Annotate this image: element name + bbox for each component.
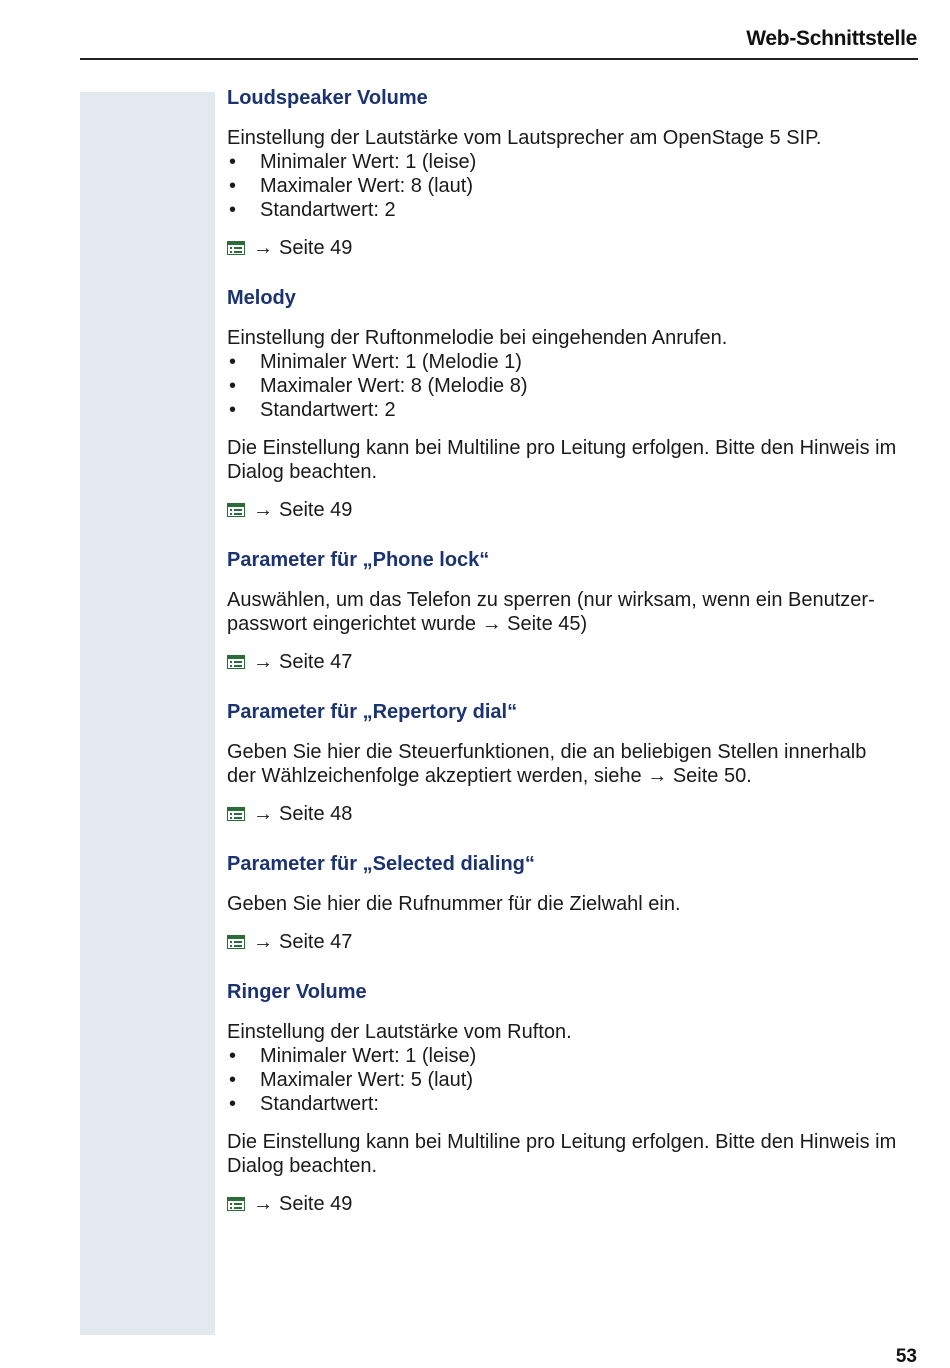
section-description: Geben Sie hier die Rufnummer für die Zielwahl ein.: [227, 893, 681, 915]
list-window-icon: [227, 241, 245, 255]
right-arrow-icon: →: [253, 237, 273, 259]
section-description: Auswählen, um das Telefon zu sperren (nur wirksam, wenn ein Benutzer- passwort eingerichtet wurde → Seite 45): [227, 589, 875, 635]
page-reference-link[interactable]: Seite 47: [279, 651, 353, 673]
value-list: [227, 1044, 927, 1116]
right-arrow-icon: →: [253, 651, 273, 673]
section-description: Einstellung der Lautstärke vom Rufton.: [227, 1021, 572, 1043]
right-arrow-icon: →: [253, 803, 273, 825]
list-item: • Maximaler Wert: 5 (laut): [229, 1069, 474, 1091]
list-item: • Minimaler Wert: 1 (Melodie 1): [229, 351, 522, 373]
section-heading: Parameter für „Selected dialing“: [227, 853, 535, 875]
section-melody: [227, 286, 927, 522]
page-reference: [227, 498, 927, 522]
section-description: Geben Sie hier die Steuerfunktionen, die an beliebigen Stellen innerhalb der Wählzeichenfolge akzeptiert werden, siehe → Seite 50.: [227, 741, 867, 787]
list-item: • Minimaler Wert: 1 (leise): [229, 151, 477, 173]
right-arrow-icon: →: [253, 1193, 273, 1215]
page-reference: [227, 236, 927, 260]
value-list: [227, 350, 927, 422]
inline-page-reference[interactable]: Seite 50.: [672, 765, 752, 787]
list-item: • Maximaler Wert: 8 (Melodie 8): [229, 375, 528, 397]
value-list: [227, 150, 927, 222]
page-reference: [227, 650, 927, 674]
inline-page-reference[interactable]: Seite 45): [507, 613, 588, 635]
section-phone-lock: [227, 548, 927, 674]
section-heading: Parameter für „Repertory dial“: [227, 701, 518, 723]
running-header: Web-Schnittstelle: [746, 27, 917, 50]
page-reference-link[interactable]: Seite 47: [279, 931, 353, 953]
right-arrow-icon: →: [253, 499, 273, 521]
right-arrow-icon: →: [481, 613, 502, 635]
right-arrow-icon: →: [647, 765, 668, 787]
list-item: • Standartwert: 2: [229, 399, 396, 421]
section-loudspeaker-volume: [227, 86, 927, 260]
section-selected-dialing: [227, 852, 927, 954]
page-reference-link[interactable]: Seite 49: [279, 237, 353, 259]
list-window-icon: [227, 655, 245, 669]
page-reference-link[interactable]: Seite 48: [279, 803, 353, 825]
list-item: • Maximaler Wert: 8 (laut): [229, 175, 474, 197]
section-ringer-volume: [227, 980, 927, 1216]
section-description: Einstellung der Ruftonmelodie bei eingehenden Anrufen.: [227, 327, 728, 349]
section-note: Die Einstellung kann bei Multiline pro Leitung erfolgen. Bitte den Hinweis im Dialog beachten.: [227, 437, 897, 483]
page-reference: [227, 1192, 927, 1216]
header-divider: [80, 58, 918, 60]
section-heading: Melody: [227, 287, 296, 309]
page-reference: [227, 802, 927, 826]
section-repertory-dial: [227, 700, 927, 826]
section-note: Die Einstellung kann bei Multiline pro Leitung erfolgen. Bitte den Hinweis im Dialog beachten.: [227, 1131, 897, 1177]
list-item: • Standartwert: 2: [229, 199, 396, 221]
page-number: 53: [895, 1346, 917, 1367]
margin-bar: [80, 92, 215, 1335]
document-body: [227, 86, 927, 1216]
page-reference-link[interactable]: Seite 49: [279, 1193, 353, 1215]
page-reference-link[interactable]: Seite 49: [279, 499, 353, 521]
list-item: • Standartwert:: [229, 1093, 379, 1115]
right-arrow-icon: →: [253, 931, 273, 953]
section-description: Einstellung der Lautstärke vom Lautsprecher am OpenStage 5 SIP.: [227, 127, 822, 149]
list-item: • Minimaler Wert: 1 (leise): [229, 1045, 477, 1067]
section-heading: Loudspeaker Volume: [227, 87, 428, 109]
list-window-icon: [227, 1197, 245, 1211]
list-window-icon: [227, 935, 245, 949]
list-window-icon: [227, 503, 245, 517]
section-heading: Parameter für „Phone lock“: [227, 549, 490, 571]
page-reference: [227, 930, 927, 954]
section-heading: Ringer Volume: [227, 981, 367, 1003]
list-window-icon: [227, 807, 245, 821]
